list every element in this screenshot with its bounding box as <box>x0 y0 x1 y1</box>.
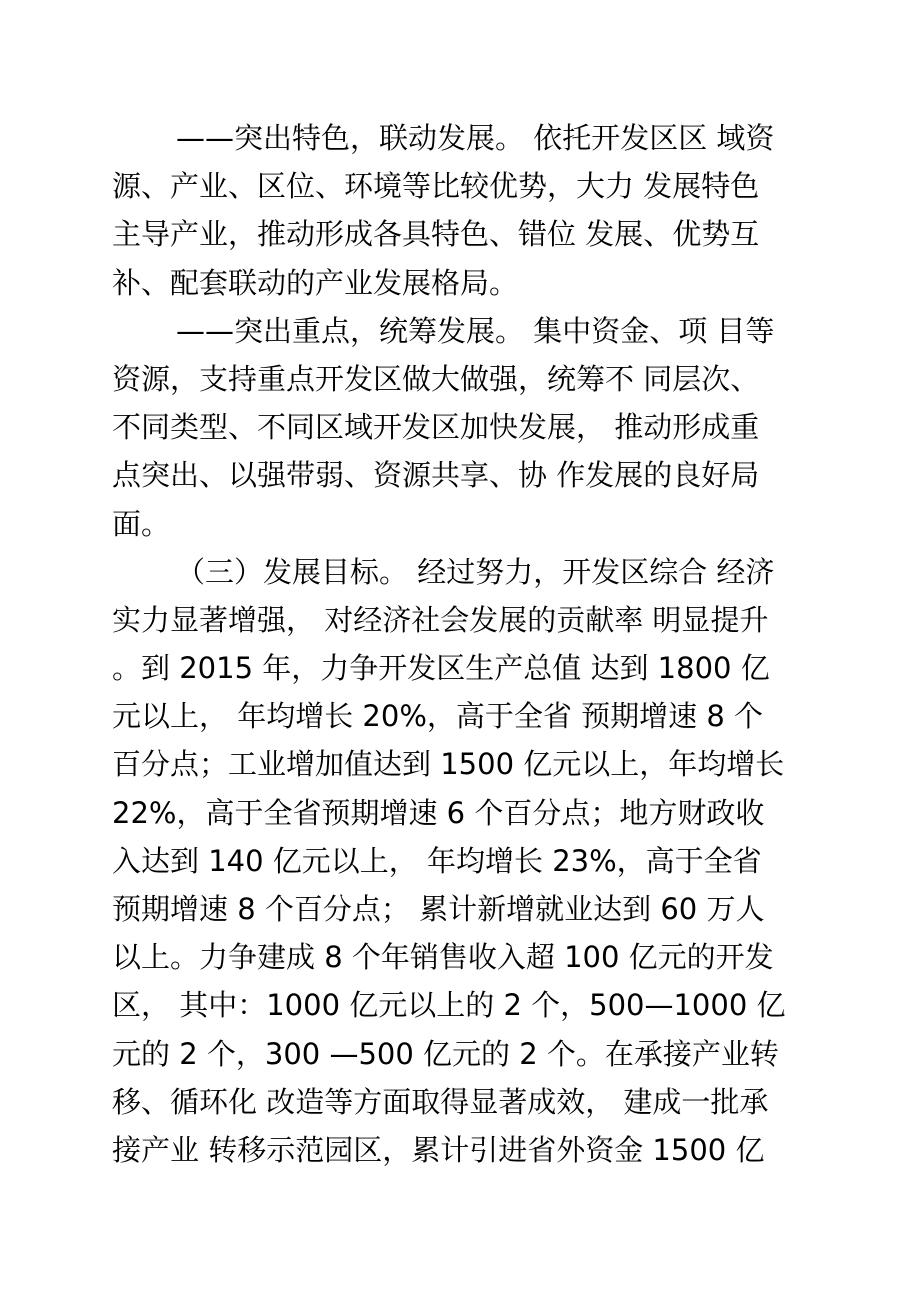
paragraph-line: 不同类型、不同区域开发区加快发展， 推动形成重 <box>112 410 760 445</box>
paragraph-line: 资源，支持重点开发区做大做强，统筹不 同层次、 <box>112 361 760 396</box>
paragraph-line: ——突出重点，统筹发展。 集中资金、项 目等 <box>176 313 775 348</box>
paragraph-line: 接产业 转移示范园区，累计引进省外资金 1500 亿 <box>112 1132 765 1167</box>
paragraph-line: 主导产业，推动形成各具特色、错位 发展、优势互 <box>112 217 760 252</box>
paragraph-line: 补、配套联动的产业发展格局。 <box>112 265 519 300</box>
paragraph-line: 22%，高于全省预期增速 6 个百分点；地方财政收 <box>112 795 765 830</box>
paragraph-line: 入达到 140 亿元以上， 年均增长 23%，高于全省 <box>112 843 762 878</box>
paragraph-line: 面。 <box>112 506 171 541</box>
paragraph-line: 区， 其中：1000 亿元以上的 2 个，500—1000 亿 <box>112 988 786 1023</box>
paragraph-line: 移、循环化 改造等方面取得显著成效， 建成一批承 <box>112 1084 769 1119</box>
paragraph-line: 元以上， 年均增长 20%，高于全省 预期增速 8 个 <box>112 699 763 734</box>
paragraph-line: ——突出特色，联动发展。 依托开发区区 域资 <box>176 121 775 155</box>
paragraph-line: 以上。力争建成 8 个年销售收入超 100 亿元的开发 <box>112 940 774 975</box>
paragraph-line: 元的 2 个，300 —500 亿元的 2 个。在承接产业转 <box>112 1036 779 1071</box>
paragraph-line: 源、产业、区位、环境等比较优势，大力 发展特色 <box>112 169 760 204</box>
paragraph-line: 点突出、以强带弱、资源共享、协 作发展的良好局 <box>112 458 760 493</box>
paragraph-line: （三）发展目标。 经过努力，开发区综合 经济 <box>176 554 775 589</box>
document-body <box>112 114 812 1174</box>
paragraph-line: 预期增速 8 个百分点； 累计新增就业达到 60 万人 <box>112 892 765 926</box>
paragraph-line: 。到 2015 年，力争开发区生产总值 达到 1800 亿 <box>112 651 770 686</box>
paragraph-line: 百分点；工业增加值达到 1500 亿元以上，年均增长 <box>112 747 785 782</box>
paragraph-line: 实力显著增强， 对经济社会发展的贡献率 明显提升 <box>112 602 769 637</box>
